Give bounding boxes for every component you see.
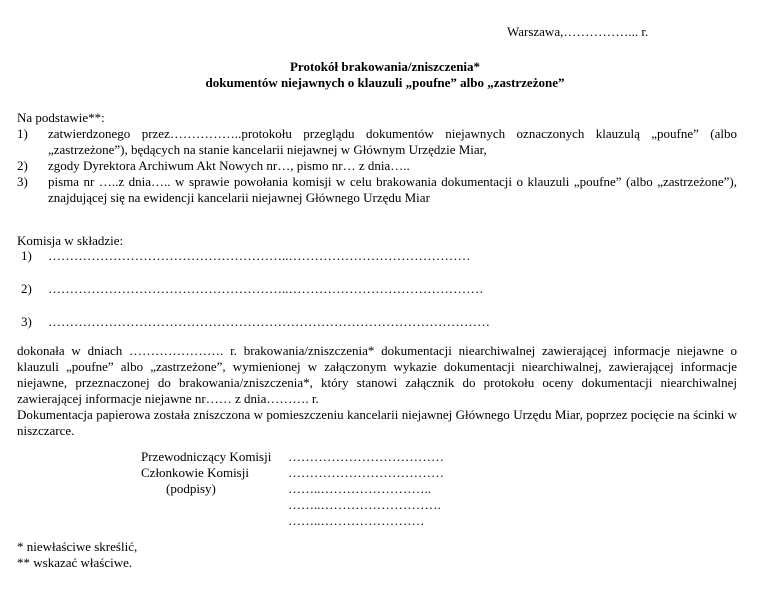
member-number: 3) bbox=[21, 314, 32, 329]
signature-line: ……………………………… bbox=[288, 465, 444, 480]
document-title-line-2: dokumentów niejawnych o klauzuli „poufne” albo „zastrzeżone” bbox=[205, 75, 565, 90]
basis-item-text: pisma nr …..z dnia….. w sprawie powołania komisji w celu brakowania dokumentacji o klauzuli „poufne” (albo „zastrzeżone”), znajdującej się na ewidencji kancelarii niejawnej Głównego Urzędu Miar bbox=[48, 174, 737, 205]
basis-item bbox=[17, 158, 737, 174]
signature-labels bbox=[141, 449, 271, 497]
basis-list bbox=[17, 126, 737, 206]
place-date: Warszawa,……………... r. bbox=[507, 24, 649, 39]
signature-line: ……..…………………… bbox=[288, 513, 425, 528]
member-blank-line: ………………………………………………………………………………………… bbox=[48, 314, 490, 329]
body-paragraph-1: dokonała w dniach …………………. r. brakowania/zniszczenia* dokumentacji niearchiwalnej zawierającej informacje niejawne o klauzuli „poufne” albo „zastrzeżone”, wymienionej w załączonym wykazie dokumentacji niearchiwalnej, zawierającej informacje niejawne, przeznaczonej do brakowania/zniszczenia*, który stanowi załącznik do protokołu oceny dokumentacji niearchiwalnej zawierającej informacje niejawne nr…… z dnia………. r. bbox=[17, 343, 737, 406]
basis-item-number: 3) bbox=[17, 174, 28, 189]
basis-item bbox=[17, 126, 737, 158]
commission-member-line bbox=[21, 281, 521, 297]
member-blank-line: ………………………………………………..……………………………………… bbox=[48, 281, 484, 296]
basis-item-text: zatwierdzonego przez……………..protokołu przeglądu dokumentów niejawnych oznaczonych klauzulą „poufne” (albo „zastrzeżone”), będących na stanie kancelarii niejawnej w Głównym Urzędzie Miar, bbox=[48, 126, 737, 157]
commission-member-line bbox=[21, 314, 521, 330]
document-title-line-1: Protokół brakowania/zniszczenia* bbox=[289, 59, 481, 74]
commission-heading: Komisja w składzie: bbox=[17, 233, 124, 248]
signatures-label: (podpisy) bbox=[166, 481, 216, 496]
basis-item bbox=[17, 174, 737, 206]
signature-line: ……..…………………….. bbox=[288, 481, 431, 496]
basis-item-number: 2) bbox=[17, 158, 28, 173]
signature-lines bbox=[288, 449, 444, 529]
footnotes bbox=[17, 539, 137, 571]
body-paragraph-2: Dokumentacja papierowa została zniszczona w pomieszczeniu kancelarii niejawnej Głównego Urzędu Miar, poprzez pocięcie na ścinki w niszczarce. bbox=[17, 407, 737, 438]
footnote-1: * niewłaściwe skreślić, bbox=[17, 539, 138, 554]
body-text bbox=[17, 343, 737, 439]
member-blank-line: ………………………………………………..…………………………………… bbox=[48, 248, 471, 263]
basis-item-text: zgody Dyrektora Archiwum Akt Nowych nr…, pismo nr… z dnia….. bbox=[48, 158, 410, 173]
footnote-2: ** wskazać właściwe. bbox=[17, 555, 133, 570]
signature-line: ……………………………… bbox=[288, 449, 444, 464]
signature-line: ……..………………………. bbox=[288, 497, 441, 512]
basis-item-number: 1) bbox=[17, 126, 28, 141]
commission-member-line bbox=[21, 248, 521, 264]
member-number: 2) bbox=[21, 281, 32, 296]
chair-label: Przewodniczący Komisji bbox=[141, 449, 272, 464]
members-label: Członkowie Komisji bbox=[141, 465, 249, 480]
basis-heading: Na podstawie**: bbox=[17, 110, 105, 125]
member-number: 1) bbox=[21, 248, 32, 263]
